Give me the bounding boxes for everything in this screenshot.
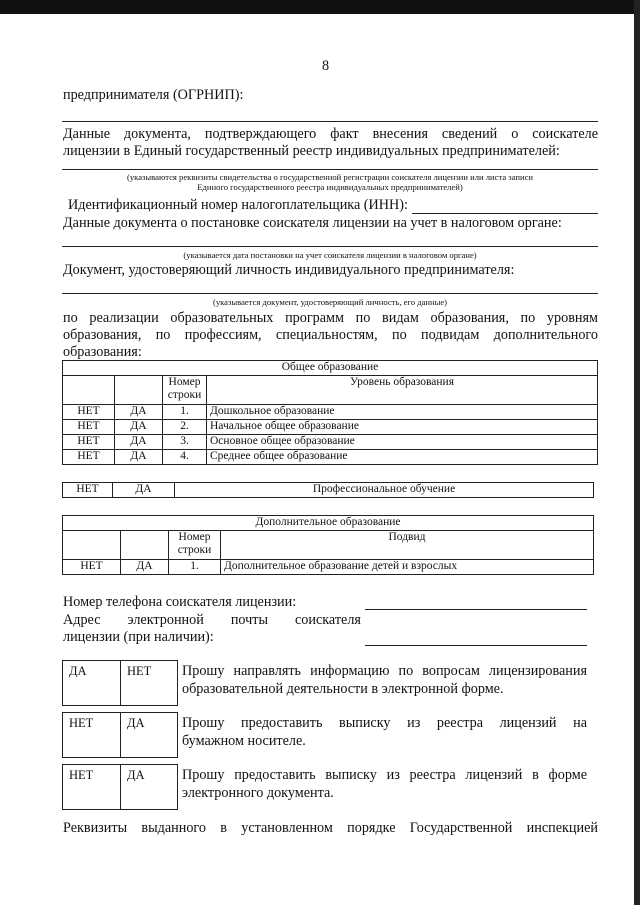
- egrip-hint-line1: (указываются реквизиты свидетельства о государственной регистрации соискателя лицензии или листа записи: [127, 172, 533, 182]
- scan-top-border: [0, 0, 640, 14]
- email-label-word: соискателя: [294, 612, 361, 628]
- row-number: 1.: [169, 560, 221, 575]
- level-name: Основное общее образование: [207, 435, 598, 450]
- additional-subtype-header: Подвид: [221, 531, 594, 560]
- tax-label: Данные документа о постановке соискателя лицензии на учет в налоговом органе:: [63, 215, 562, 231]
- tax-hint: (указывается дата постановки на учет соискателя лицензии в налоговом органе): [183, 250, 477, 260]
- option-first-cell[interactable]: НЕТ: [63, 713, 121, 757]
- email-label-word: электронной: [127, 612, 204, 628]
- no-option[interactable]: НЕТ: [63, 435, 115, 450]
- email-label-line1: [63, 612, 361, 629]
- identity-label: Документ, удостоверяющий личность индивидуального предпринимателя:: [63, 262, 515, 278]
- row-number: 3.: [163, 435, 207, 450]
- option-paper-extract-line1: Прошу предоставить выписку из реестра лицензий на: [182, 715, 587, 731]
- table-row: [63, 435, 598, 450]
- option-second-cell[interactable]: ДА: [127, 768, 145, 782]
- yes-option[interactable]: ДА: [113, 483, 175, 498]
- general-number-header-line2: строки: [167, 389, 202, 401]
- general-number-header-line1: Номер: [168, 376, 201, 388]
- additional-education-table: [62, 515, 594, 575]
- professional-training-label: Профессиональное обучение: [175, 483, 594, 498]
- no-option[interactable]: НЕТ: [63, 483, 113, 498]
- table-row: [63, 560, 594, 575]
- option-first-cell[interactable]: ДА: [63, 661, 121, 705]
- yes-option[interactable]: ДА: [115, 435, 163, 450]
- option-box-electronic-info[interactable]: [62, 660, 178, 706]
- email-label-word: почты: [230, 612, 268, 628]
- subtype-name: Дополнительное образование детей и взрослых: [221, 560, 594, 575]
- professional-training-table: [62, 482, 594, 498]
- identity-input-line: [62, 293, 598, 294]
- yes-option[interactable]: ДА: [115, 450, 163, 465]
- inn-input-line: [412, 213, 598, 214]
- option-box-electronic-extract[interactable]: [62, 764, 178, 810]
- row-number: 4.: [163, 450, 207, 465]
- general-education-title: Общее образование: [63, 361, 598, 376]
- tax-input-line: [62, 246, 598, 247]
- additional-number-header-line1: Номер: [178, 531, 211, 543]
- egrip-doc-label-line2: лицензии в Единый государственный реестр индивидуальных предпринимателей:: [63, 143, 560, 159]
- row-number: 1.: [163, 405, 207, 420]
- email-label-word: Адрес: [63, 612, 101, 628]
- general-number-header: [163, 376, 207, 405]
- option-electronic-info-line2: образовательной деятельности в электронной форме.: [182, 681, 504, 697]
- egrip-doc-input-line: [62, 169, 598, 170]
- phone-label: Номер телефона соискателя лицензии:: [63, 594, 297, 610]
- inn-label: Идентификационный номер налогоплательщика (ИНН):: [68, 197, 408, 213]
- identity-hint: (указывается документ, удостоверяющий личность, его данные): [212, 297, 448, 307]
- additional-number-header: [169, 531, 221, 560]
- option-paper-extract-line2: бумажном носителе.: [182, 733, 306, 749]
- phone-input-line[interactable]: [365, 609, 587, 610]
- level-name: Среднее общее образование: [207, 450, 598, 465]
- level-name: Дошкольное образование: [207, 405, 598, 420]
- general-level-header: Уровень образования: [207, 376, 598, 405]
- no-option[interactable]: НЕТ: [63, 420, 115, 435]
- option-first-cell[interactable]: НЕТ: [63, 765, 121, 809]
- email-label-line2: лицензии (при наличии):: [63, 629, 214, 645]
- option-electronic-info-line1: Прошу направлять информацию по вопросам лицензирования: [182, 663, 587, 679]
- yes-option[interactable]: ДА: [115, 405, 163, 420]
- no-option[interactable]: НЕТ: [63, 405, 115, 420]
- table-row: [63, 405, 598, 420]
- option-electronic-extract-line2: электронного документа.: [182, 785, 334, 801]
- option-electronic-extract-line1: Прошу предоставить выписку из реестра лицензий в форме: [182, 767, 587, 783]
- table-row: [63, 420, 598, 435]
- option-second-cell[interactable]: ДА: [127, 716, 145, 730]
- no-option[interactable]: НЕТ: [63, 450, 115, 465]
- ogrnip-input-line: [62, 121, 598, 122]
- scan-right-border: [634, 0, 640, 905]
- additional-education-title: Дополнительное образование: [63, 516, 594, 531]
- row-number: 2.: [163, 420, 207, 435]
- yes-option[interactable]: ДА: [115, 420, 163, 435]
- egrip-doc-label-line1: Данные документа, подтверждающего факт внесения сведений о соискателе: [63, 126, 598, 142]
- egrip-hint-line2: Единого государственного реестра индивидуальных предпринимателей): [197, 182, 463, 192]
- general-education-table: [62, 360, 598, 465]
- email-input-line[interactable]: [365, 645, 587, 646]
- option-second-cell[interactable]: НЕТ: [127, 664, 152, 678]
- additional-number-header-line2: строки: [177, 544, 212, 556]
- footer-text: Реквизиты выданного в установленном порядке Государственной инспекцией: [63, 820, 598, 836]
- table-row: [63, 483, 594, 498]
- table-row: [63, 450, 598, 465]
- page-number: 8: [322, 58, 330, 74]
- programs-line3: образования:: [63, 344, 142, 360]
- ogrnip-label: предпринимателя (ОГРНИП):: [63, 87, 244, 103]
- programs-line2: образования, по профессиям, специальностям, по подвидам дополнительного: [63, 327, 598, 343]
- programs-line1: по реализации образовательных программ по видам образования, по уровням: [63, 310, 598, 326]
- level-name: Начальное общее образование: [207, 420, 598, 435]
- yes-option[interactable]: ДА: [121, 560, 169, 575]
- option-box-paper-extract[interactable]: [62, 712, 178, 758]
- no-option[interactable]: НЕТ: [63, 560, 121, 575]
